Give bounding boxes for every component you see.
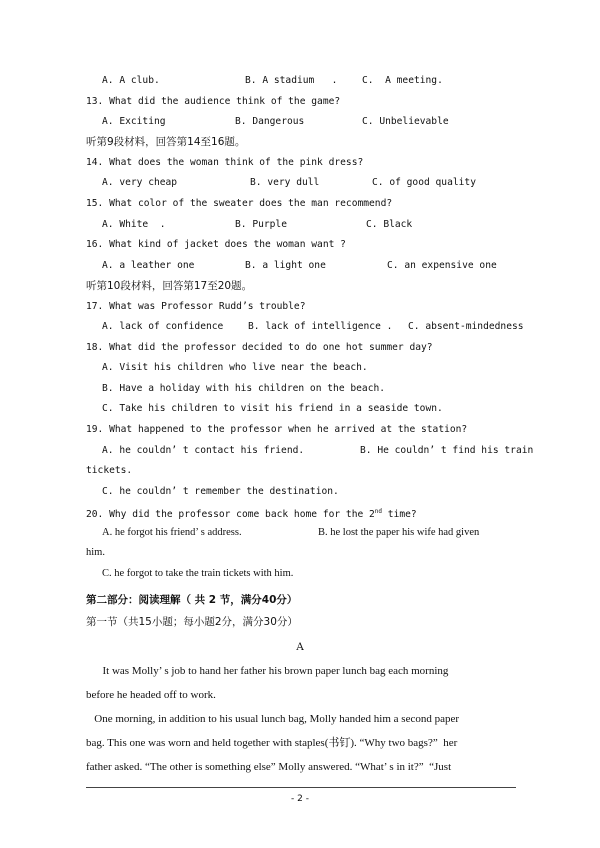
q17-option-a: A. lack of confidence: [102, 321, 224, 332]
q16-option-a: A. a leather one: [102, 260, 195, 271]
passage-label: A: [296, 641, 304, 653]
q14-stem: 14. What does the woman think of the pink dress?: [86, 157, 364, 168]
q20-option-a: A. he forgot his friend’ s address.: [102, 527, 242, 538]
q14-option-a: A. very cheap: [102, 177, 178, 188]
q19-option-c: C. he couldn’ t remember the destination.: [102, 486, 339, 497]
q19-option-a: A. he couldn’ t contact his friend.: [102, 445, 305, 456]
q18-option-a: A. Visit his children who live near the beach.: [102, 362, 368, 373]
section-9-instruction: 听第9段材料，回答第14至16题。: [86, 136, 246, 148]
q12-option-a: A. A club.: [102, 75, 160, 86]
section-1-heading: 第一节（共15小题；每小题2分，满分30分）: [86, 616, 298, 628]
section-10-instruction: 听第10段材料，回答第17至20题。: [86, 280, 253, 292]
q20-option-c: C. he forgot to take the train tickets with him.: [102, 568, 294, 579]
footer-rule: [86, 787, 516, 788]
q16-stem: 16. What kind of jacket does the woman want ?: [86, 239, 346, 250]
page-number: - 2 -: [291, 794, 309, 804]
part-2-heading: 第二部分：阅读理解（ 共 2 节，满分40分）: [86, 594, 298, 606]
q17-option-b: B. lack of intelligence .: [248, 321, 393, 332]
q15-option-a: A. White .: [102, 219, 166, 230]
passage-line-5: father asked. “The other is something else” Molly answered. “What’ s in it?” “Just: [86, 761, 452, 773]
q16-option-b: B. a light one: [245, 260, 326, 271]
q13-option-b: B. Dangerous: [235, 116, 305, 127]
passage-line-3: One morning, in addition to his usual lunch bag, Molly handed him a second paper: [86, 713, 460, 725]
q20-option-b: B. he lost the paper his wife had given: [318, 527, 480, 538]
q14-option-b: B. very dull: [250, 177, 320, 188]
q19-option-b-continued: tickets.: [86, 465, 133, 476]
q20-option-b-continued: him.: [86, 547, 105, 558]
q15-option-b: B. Purple: [235, 219, 287, 230]
q15-option-c: C. Black: [366, 219, 413, 230]
q14-option-c: C. of good quality: [372, 177, 476, 188]
q13-option-c: C. Unbelievable: [362, 116, 449, 127]
passage-line-2: before he headed off to work.: [86, 689, 216, 701]
q17-stem: 17. What was Professor Rudd’s trouble?: [86, 301, 306, 312]
q13-option-a: A. Exciting: [102, 116, 166, 127]
q16-option-c: C. an expensive one: [387, 260, 497, 271]
q19-stem: 19. What happened to the professor when he arrived at the station?: [86, 424, 468, 435]
q19-option-b: B. He couldn’ t find his train: [360, 445, 534, 456]
passage-line-1: It was Molly’ s job to hand her father his brown paper lunch bag each morning: [86, 665, 449, 677]
q20-stem: 20. Why did the professor come back home for the 2nd time?: [86, 508, 417, 521]
q12-option-b: B. A stadium .: [245, 75, 338, 86]
q13-stem: 13. What did the audience think of the game?: [86, 96, 341, 107]
q15-stem: 15. What color of the sweater does the man recommend?: [86, 198, 393, 209]
q18-option-c: C. Take his children to visit his friend in a seaside town.: [102, 403, 443, 414]
q12-option-c: C. A meeting.: [362, 75, 443, 86]
q17-option-c: C. absent-mindedness: [408, 321, 524, 332]
passage-line-4: bag. This one was worn and held together with staples(书钉). “Why two bags?” her: [86, 737, 458, 749]
q18-stem: 18. What did the professor decided to do one hot summer day?: [86, 342, 433, 353]
q18-option-b: B. Have a holiday with his children on the beach.: [102, 383, 386, 394]
